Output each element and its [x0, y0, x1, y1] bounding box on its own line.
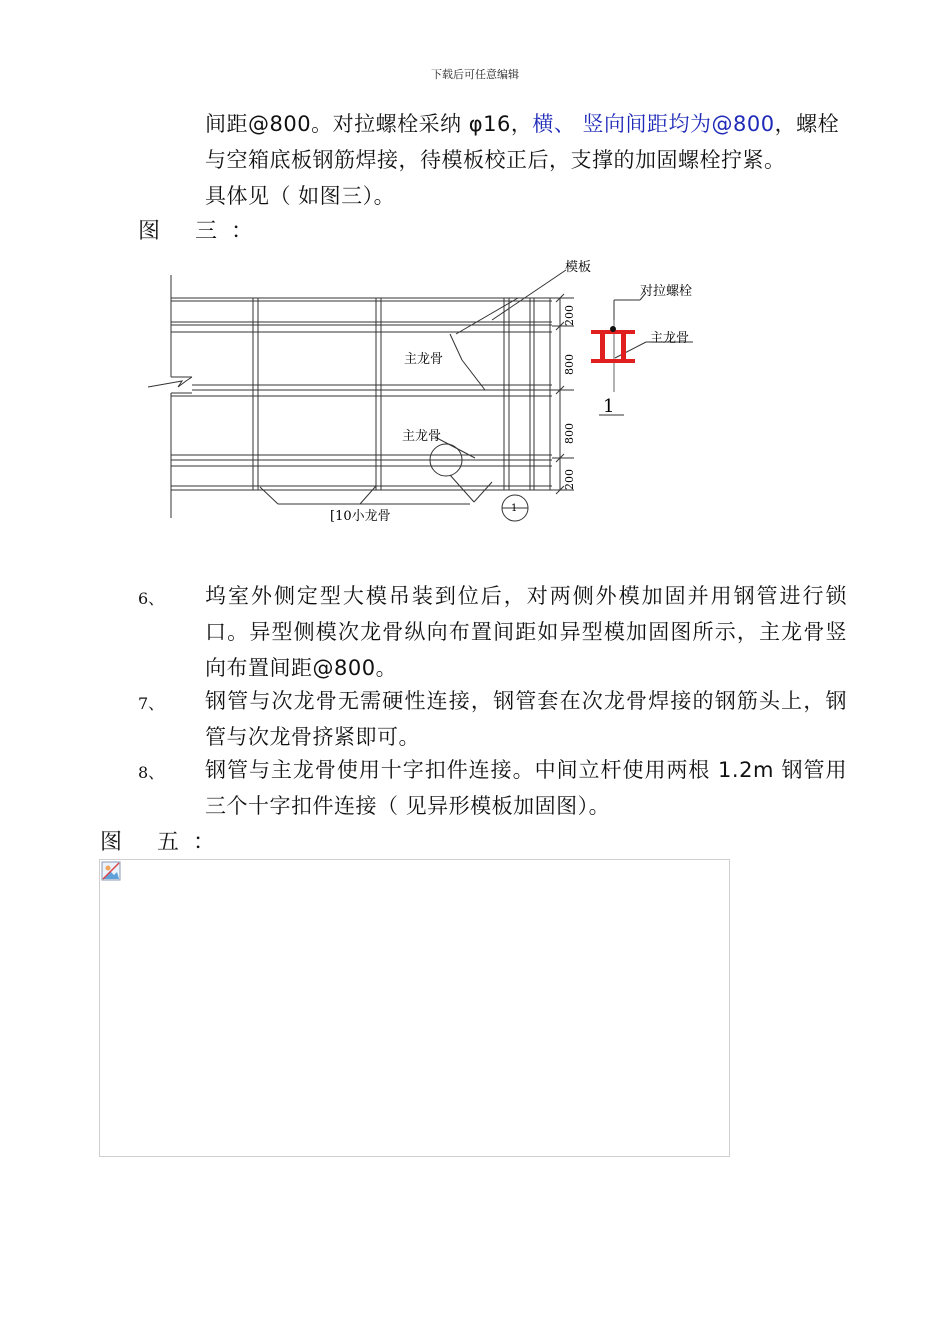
highlight-text: 横、 竖向间距均为@800 [532, 112, 775, 136]
item-number: 8、 [138, 763, 165, 782]
dim-4: 200 [563, 469, 576, 490]
paragraph-continued [205, 106, 847, 214]
label-zhulonggu-2: 主龙骨 [402, 429, 442, 444]
page-header: 下载后可任意编辑 [431, 68, 519, 81]
broken-image-placeholder [99, 859, 730, 1157]
label-moban: 模板 [565, 260, 592, 275]
label-zhulonggu-1: 主龙骨 [404, 352, 444, 367]
figure-3-label: 图 三： [138, 219, 267, 244]
figure-3-drawing [140, 250, 720, 530]
label-duila: 对拉螺栓 [640, 284, 693, 299]
label-xiaolonggu: [10小龙骨 [330, 509, 391, 524]
section-mark: 1 [603, 396, 615, 417]
broken-image-icon [101, 861, 121, 881]
para-line-2: 与空箱底板钢筋焊接，待模板校正后，支撑的加固螺栓拧紧。 [205, 148, 786, 172]
item-number: 7、 [138, 694, 165, 713]
dim-2: 800 [563, 354, 576, 375]
label-zhulonggu-right: 主龙骨 [650, 331, 690, 346]
circle-mark: 1 [511, 503, 518, 514]
para-line-1: 间距@800。对拉螺栓采纳 φ16，横、 竖向间距均为@800，螺栓 [205, 112, 840, 136]
item-number: 6、 [138, 589, 165, 608]
para-line-3: 具体见（ 如图三）。 [205, 184, 396, 208]
item-text: 坞室外侧定型大模吊装到位后，对两侧外模加固并用钢管进行锁口。异型侧模次龙骨纵向布置间距如异型模加固图所示，主龙骨竖向布置间距@800。 [205, 584, 847, 680]
section-beam-icon [591, 330, 635, 363]
dim-1: 200 [563, 305, 576, 326]
item-text: 钢管与次龙骨无需硬性连接，钢管套在次龙骨焊接的钢筋头上，钢管与次龙骨挤紧即可。 [205, 689, 847, 749]
figure-5-label: 图 五： [100, 830, 229, 855]
item-text: 钢管与主龙骨使用十字扣件连接。中间立杆使用两根 1.2m 钢管用三个十字扣件连接（ 见异形模板加固图）。 [205, 758, 847, 818]
dim-3: 800 [563, 423, 576, 444]
